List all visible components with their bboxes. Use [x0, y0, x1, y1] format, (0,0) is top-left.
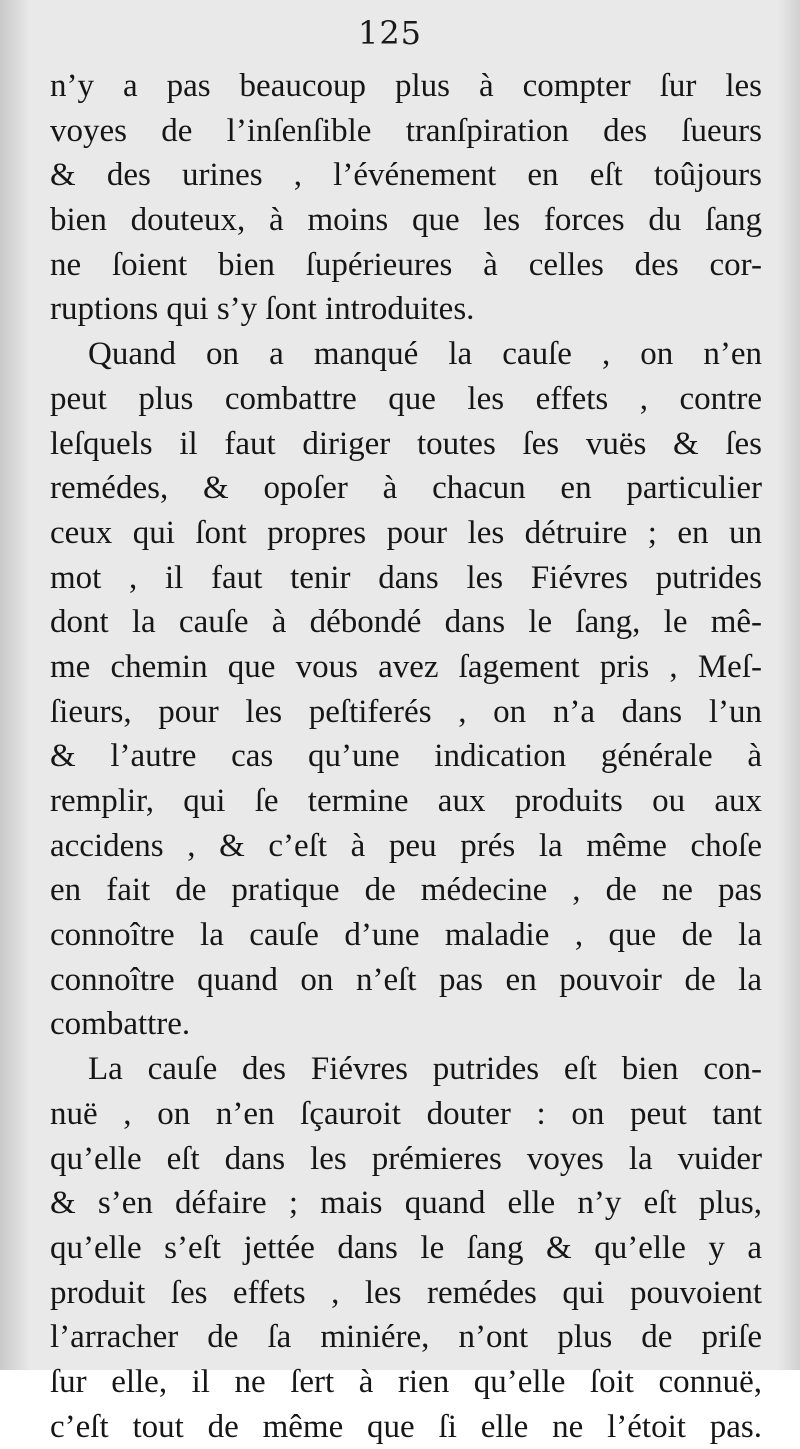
text-line: Quand on a manqué la cauſe , on n’en [88, 336, 762, 373]
page-edge-shadow [778, 0, 800, 1370]
text-line: connoître quand on n’eſt pas en pouvoir de la [50, 961, 762, 998]
text-line: & l’autre cas qu’une indication générale à [50, 738, 762, 775]
page-number: 125 [357, 14, 423, 52]
text-line: qu’elle eſt dans les prémieres voyes la vuider [50, 1140, 762, 1177]
text-line: ne ſoient bien ſupérieures à celles des cor- [50, 246, 762, 283]
text-line: combattre. [50, 1006, 191, 1043]
text-line: c’eſt tout de même que ſi elle ne l’étoit pas. [50, 1408, 762, 1445]
text-line: en fait de pratique de médecine , de ne pas [50, 872, 762, 909]
text-line: La cauſe des Fiévres putrides eſt bien con- [88, 1051, 762, 1088]
text-line: & s’en défaire ; mais quand elle n’y eſt plus, [50, 1185, 762, 1222]
page-gutter-shadow [0, 0, 28, 1370]
text-line: & des urines , l’événement en eſt toûjours [50, 157, 762, 194]
body-text [50, 64, 762, 1449]
text-line: me chemin que vous avez ſagement pris , Meſ- [50, 648, 762, 685]
text-line: connoître la cauſe d’une maladie , que de la [50, 917, 762, 954]
text-line: l’arracher de ſa miniére, n’ont plus de priſe [50, 1319, 762, 1356]
text-line: remplir, qui ſe termine aux produits ou aux [50, 783, 762, 819]
text-line: ruptions qui s’y ſont introduites. [50, 291, 475, 328]
text-line: peut plus combattre que les effets , contre [50, 380, 762, 417]
text-line: n’y a pas beaucoup plus à compter ſur les [50, 68, 762, 104]
text-line: bien douteux, à moins que les forces du ſang [50, 202, 762, 239]
text-line: nuë , on n’en ſçauroit douter : on peut tant [50, 1095, 762, 1132]
text-line: dont la cauſe à débondé dans le ſang, le mê- [50, 604, 762, 641]
text-line: voyes de l’inſenſible tranſpiration des ſueurs [50, 112, 762, 149]
text-line: ſieurs, pour les peſtiferés , on n’a dans l’un [50, 693, 762, 730]
text-line: produit ſes effets , les remédes qui pouvoient [50, 1274, 762, 1311]
text-line: remédes, & opoſer à chacun en particulier [50, 470, 762, 507]
text-line: leſquels il faut diriger toutes ſes vuës & ſes [50, 425, 762, 462]
text-line: ceux qui ſont propres pour les détruire ; en un [50, 514, 762, 551]
text-line: qu’elle s’eſt jettée dans le ſang & qu’elle y a [50, 1229, 762, 1266]
text-line: accidens , & c’eſt à peu prés la même choſe [50, 827, 762, 864]
text-line: ſur elle, il ne ſert à rien qu’elle ſoit connuë, [50, 1363, 762, 1400]
text-line: mot , il faut tenir dans les Fiévres putrides [50, 559, 762, 596]
